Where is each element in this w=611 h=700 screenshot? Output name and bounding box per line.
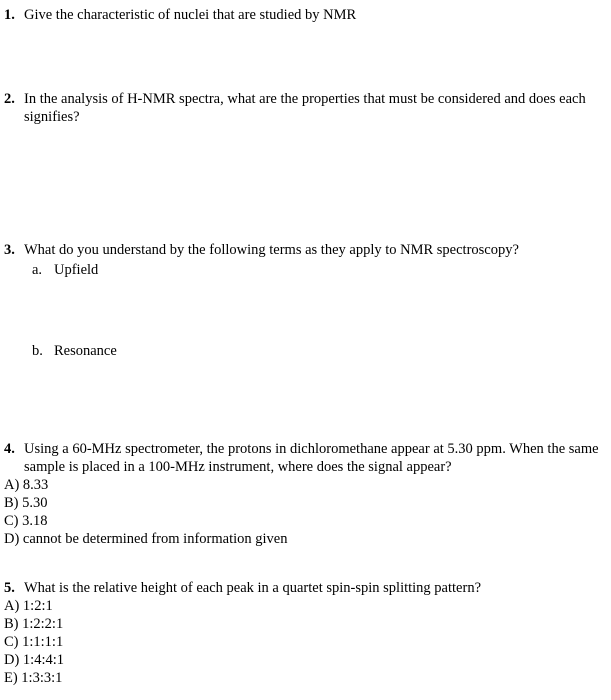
question-number: 1. bbox=[4, 7, 15, 23]
question-3 bbox=[4, 241, 604, 259]
question-text: Give the characteristic of nuclei that are studied by NMR bbox=[24, 7, 357, 23]
answer-option: C) 3.18 bbox=[4, 513, 48, 529]
question-5 bbox=[4, 579, 604, 687]
question-text: Using a 60-MHz spectrometer, the protons in dichloromethane appear at 5.30 ppm. When the same sample is placed in a 100-MHz instrument, where does the signal appear? bbox=[24, 441, 599, 475]
question-number: 4. bbox=[4, 441, 15, 457]
question-number: 2. bbox=[4, 91, 15, 107]
question-text: What is the relative height of each peak in a quartet spin-spin splitting pattern? bbox=[24, 580, 482, 596]
question-text: In the analysis of H-NMR spectra, what are the properties that must be considered and does each signifies? bbox=[24, 91, 586, 125]
answer-options bbox=[4, 597, 604, 687]
subpart-a bbox=[32, 261, 98, 279]
subpart-letter: a. bbox=[32, 262, 43, 278]
question-2 bbox=[4, 90, 604, 126]
answer-option: C) 1:1:1:1 bbox=[4, 634, 64, 650]
subpart-letter: b. bbox=[32, 343, 43, 359]
answer-option: A) 8.33 bbox=[4, 477, 49, 493]
subpart-b bbox=[32, 342, 117, 360]
answer-option: E) 1:3:3:1 bbox=[4, 670, 63, 686]
question-4 bbox=[4, 440, 604, 548]
answer-option: D) 1:4:4:1 bbox=[4, 652, 65, 668]
answer-option: B) 5.30 bbox=[4, 495, 48, 511]
question-1 bbox=[4, 6, 604, 24]
answer-option: A) 1:2:1 bbox=[4, 598, 53, 614]
question-text: What do you understand by the following terms as they apply to NMR spectroscopy? bbox=[24, 242, 519, 258]
question-number: 5. bbox=[4, 580, 15, 596]
answer-option: B) 1:2:2:1 bbox=[4, 616, 64, 632]
subpart-text: Resonance bbox=[54, 343, 117, 359]
subpart-text: Upfield bbox=[54, 262, 99, 278]
answer-option: D) cannot be determined from information given bbox=[4, 531, 288, 547]
question-number: 3. bbox=[4, 242, 15, 258]
answer-options bbox=[4, 476, 604, 548]
